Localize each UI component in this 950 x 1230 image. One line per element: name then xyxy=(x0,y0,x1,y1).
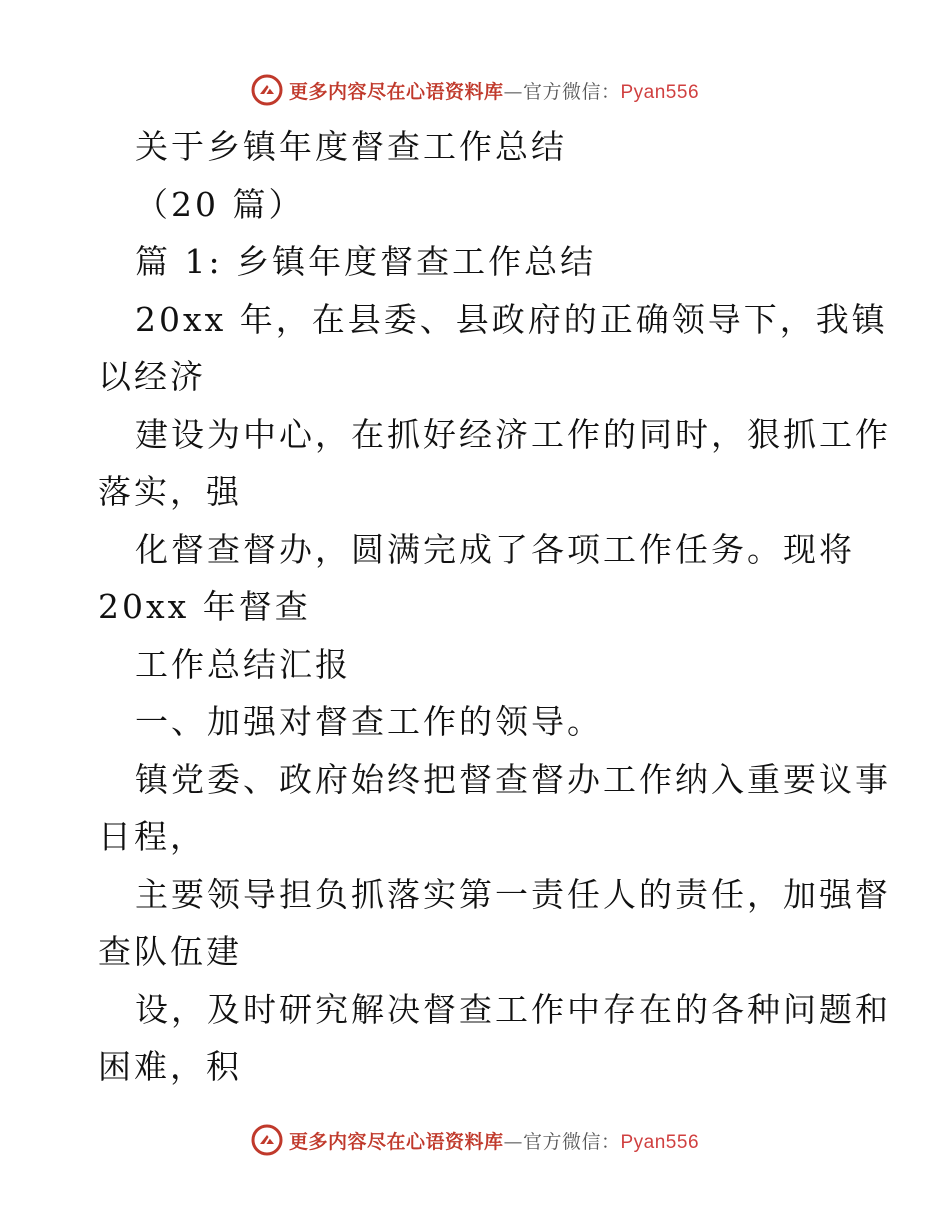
doc-line: 落实，强 xyxy=(98,472,242,511)
watermark-dash: — xyxy=(503,80,523,103)
watermark-gray-text: 官方微信： xyxy=(522,1130,621,1153)
watermark-gray-text: 官方微信： xyxy=(522,80,621,103)
book-pen-logo-icon xyxy=(251,74,283,106)
doc-line: 镇党委、政府始终把督查督办工作纳入重要议事 xyxy=(135,759,891,799)
watermark-wechat-id: Pyan556 xyxy=(620,81,700,103)
doc-line: 日程， xyxy=(98,817,206,856)
document-body xyxy=(98,118,891,1096)
doc-line: （20 篇） xyxy=(135,184,305,224)
doc-line: 主要领导担负抓落实第一责任人的责任，加强督 xyxy=(135,874,891,914)
watermark-wechat-id: Pyan556 xyxy=(620,1131,700,1153)
header-watermark xyxy=(0,70,950,110)
doc-line: 设，及时研究解决督查工作中存在的各种问题和 xyxy=(135,989,891,1029)
doc-line: 查队伍建 xyxy=(98,932,242,971)
footer-watermark xyxy=(0,1120,950,1160)
doc-line: 以经济 xyxy=(98,357,206,396)
doc-line: 20xx 年督查 xyxy=(98,587,311,626)
watermark-text xyxy=(289,1127,699,1154)
doc-line: 20xx 年，在县委、县政府的正确领导下，我镇 xyxy=(135,299,888,339)
watermark-red-text: 更多内容尽在心语资料库 xyxy=(288,1130,504,1153)
watermark-red-text: 更多内容尽在心语资料库 xyxy=(288,80,504,103)
doc-line: 关于乡镇年度督查工作总结 xyxy=(135,127,567,166)
doc-line: 建设为中心，在抓好经济工作的同时，狠抓工作 xyxy=(135,414,891,454)
doc-line: 工作总结汇报 xyxy=(135,644,351,684)
doc-line: 篇 1: 乡镇年度督查工作总结 xyxy=(135,242,597,281)
doc-line: 化督查督办，圆满完成了各项工作任务。现将 xyxy=(135,529,855,569)
book-pen-logo-icon xyxy=(251,1124,283,1156)
doc-line: 困难，积 xyxy=(98,1047,242,1086)
watermark-dash: — xyxy=(503,1130,523,1153)
watermark-text xyxy=(289,77,699,104)
doc-line: 一、加强对督查工作的领导。 xyxy=(135,702,603,741)
